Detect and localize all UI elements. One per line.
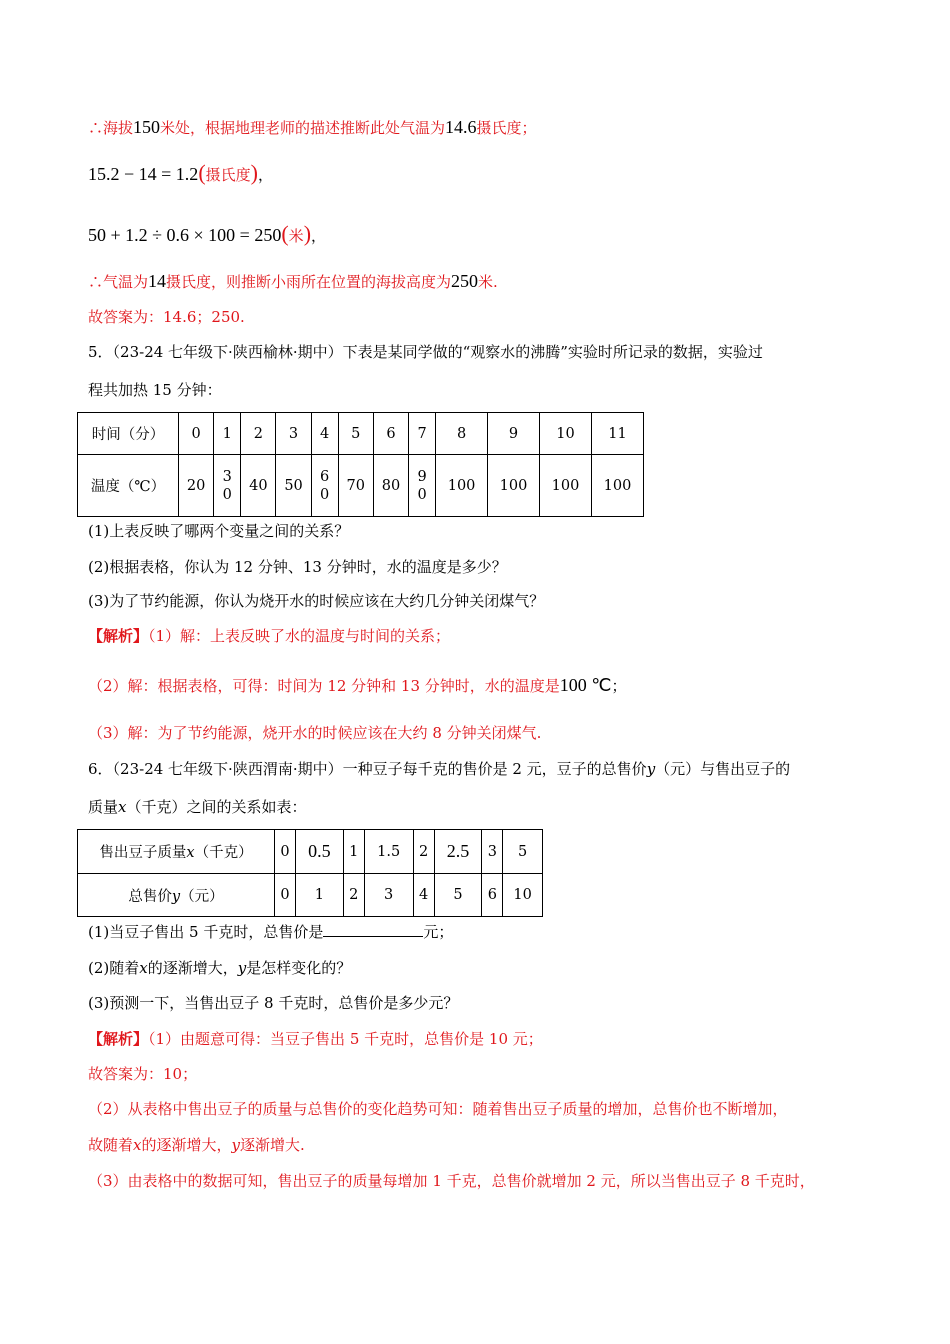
q5-cell: 90 — [409, 455, 436, 517]
q6-answer-2-line-2: 故随着x的逐渐增大，y逐渐增大. — [88, 1136, 305, 1154]
q6-cell: 5 — [503, 830, 543, 874]
solution-line-2: 15.2 − 14 = 1.2(摄氏度)， — [88, 160, 273, 185]
q6-cell: 1 — [295, 874, 343, 917]
q5-cell: 40 — [241, 455, 276, 517]
q5-stem-line-2: 程共加热 15 分钟： — [88, 381, 222, 399]
q6-cell: 3 — [482, 830, 503, 874]
q5-header-temp: 温度（℃） — [78, 455, 179, 517]
q5-cell: 0 — [179, 413, 214, 455]
solution-line-1: ∴海拔150米处，根据地理老师的描述推断此处气温为14.6摄氏度； — [88, 117, 537, 137]
q6-cell: 1 — [343, 830, 364, 874]
q6-cell: 3 — [364, 874, 413, 917]
q5-table-row-temp — [78, 455, 644, 517]
q6-cell: 1.5 — [364, 830, 413, 874]
q5-cell: 100 — [540, 455, 592, 517]
q6-table — [77, 829, 543, 917]
q5-cell: 100 — [488, 455, 540, 517]
q6-header-mass: 售出豆子质量x（千克） — [78, 830, 275, 874]
q5-cell: 60 — [311, 455, 338, 517]
q5-answer-2: （2）解：根据表格，可得：时间为 12 分钟和 13 分钟时，水的温度是100 ℃； — [88, 675, 627, 695]
q5-sub-2: (2)根据表格，你认为 12 分钟、13 分钟时，水的温度是多少？ — [88, 558, 507, 576]
q6-sub-1: (1)当豆子售出 5 千克时，总售价是 元； — [88, 923, 454, 941]
q5-cell: 9 — [488, 413, 540, 455]
q6-table-row-price — [78, 874, 543, 917]
q6-cell: 0 — [275, 874, 296, 917]
q5-answer-3: （3）解：为了节约能源，烧开水的时候应该在大约 8 分钟关闭煤气. — [88, 724, 542, 742]
q5-cell: 20 — [179, 455, 214, 517]
q6-cell: 2 — [343, 874, 364, 917]
q5-cell: 80 — [373, 455, 408, 517]
q6-cell: 0 — [275, 830, 296, 874]
q6-sub-2: (2)随着x的逐渐增大，y是怎样变化的？ — [88, 959, 352, 977]
q6-cell: 2 — [413, 830, 434, 874]
q5-cell: 11 — [591, 413, 643, 455]
answer-blank[interactable] — [323, 922, 423, 937]
q6-table-row-mass — [78, 830, 543, 874]
q5-cell: 6 — [373, 413, 408, 455]
q6-cell: 5 — [434, 874, 482, 917]
q5-cell: 4 — [311, 413, 338, 455]
q5-cell: 2 — [241, 413, 276, 455]
q6-header-price: 总售价y（元） — [78, 874, 275, 917]
q5-table — [77, 412, 644, 517]
q5-cell: 50 — [276, 455, 311, 517]
q5-cell: 5 — [338, 413, 373, 455]
q5-cell: 7 — [409, 413, 436, 455]
q5-cell: 30 — [214, 455, 241, 517]
q5-cell: 10 — [540, 413, 592, 455]
q6-stem-line-2: 质量x（千克）之间的关系如表： — [88, 798, 307, 816]
q5-cell: 70 — [338, 455, 373, 517]
q5-cell: 100 — [591, 455, 643, 517]
q5-sub-1: (1)上表反映了哪两个变量之间的关系？ — [88, 522, 350, 540]
solution-line-4: ∴气温为14摄氏度，则推断小雨所在位置的海拔高度为250米. — [88, 271, 498, 291]
q6-answer-2-line-1: （2）从表格中售出豆子的质量与总售价的变化趋势可知：随着售出豆子质量的增加，总售价也不断增加， — [88, 1100, 788, 1118]
q5-answer-1: 【解析】（1）解：上表反映了水的温度与时间的关系； — [88, 627, 451, 645]
q5-cell: 100 — [436, 455, 488, 517]
solution-answer: 故答案为：14.6；250. — [88, 308, 245, 326]
q6-cell: 2.5 — [434, 830, 482, 874]
q6-stem-line-1: 6．（23-24 七年级下·陕西渭南·期中）一种豆子每千克的售价是 2 元，豆子的总售价y（元）与售出豆子的 — [88, 760, 791, 778]
q5-cell: 3 — [276, 413, 311, 455]
q5-cell: 8 — [436, 413, 488, 455]
q5-sub-3: (3)为了节约能源，你认为烧开水的时候应该在大约几分钟关闭煤气？ — [88, 592, 545, 610]
q6-sub-3: (3)预测一下，当售出豆子 8 千克时，总售价是多少元？ — [88, 994, 459, 1012]
q5-header-time: 时间（分） — [78, 413, 179, 455]
q6-cell: 4 — [413, 874, 434, 917]
q5-stem-line-1: 5．（23-24 七年级下·陕西榆林·期中）下表是某同学做的“观察水的沸腾”实验时所记录的数据，实验过 — [88, 343, 763, 361]
q6-answer-1-final: 故答案为：10； — [88, 1065, 198, 1083]
solution-line-3: 50 + 1.2 ÷ 0.6 × 100 = 250(米)， — [88, 221, 327, 246]
q6-answer-3: （3）由表格中的数据可知，售出豆子的质量每增加 1 千克，总售价就增加 2 元，所以当售出豆子 8 千克时， — [88, 1172, 815, 1190]
q6-cell: 10 — [503, 874, 543, 917]
q6-cell: 6 — [482, 874, 503, 917]
q5-cell: 1 — [214, 413, 241, 455]
q5-table-row-time — [78, 413, 644, 455]
q6-answer-1: 【解析】（1）由题意可得：当豆子售出 5 千克时，总售价是 10 元； — [88, 1030, 543, 1048]
q6-cell: 0.5 — [295, 830, 343, 874]
